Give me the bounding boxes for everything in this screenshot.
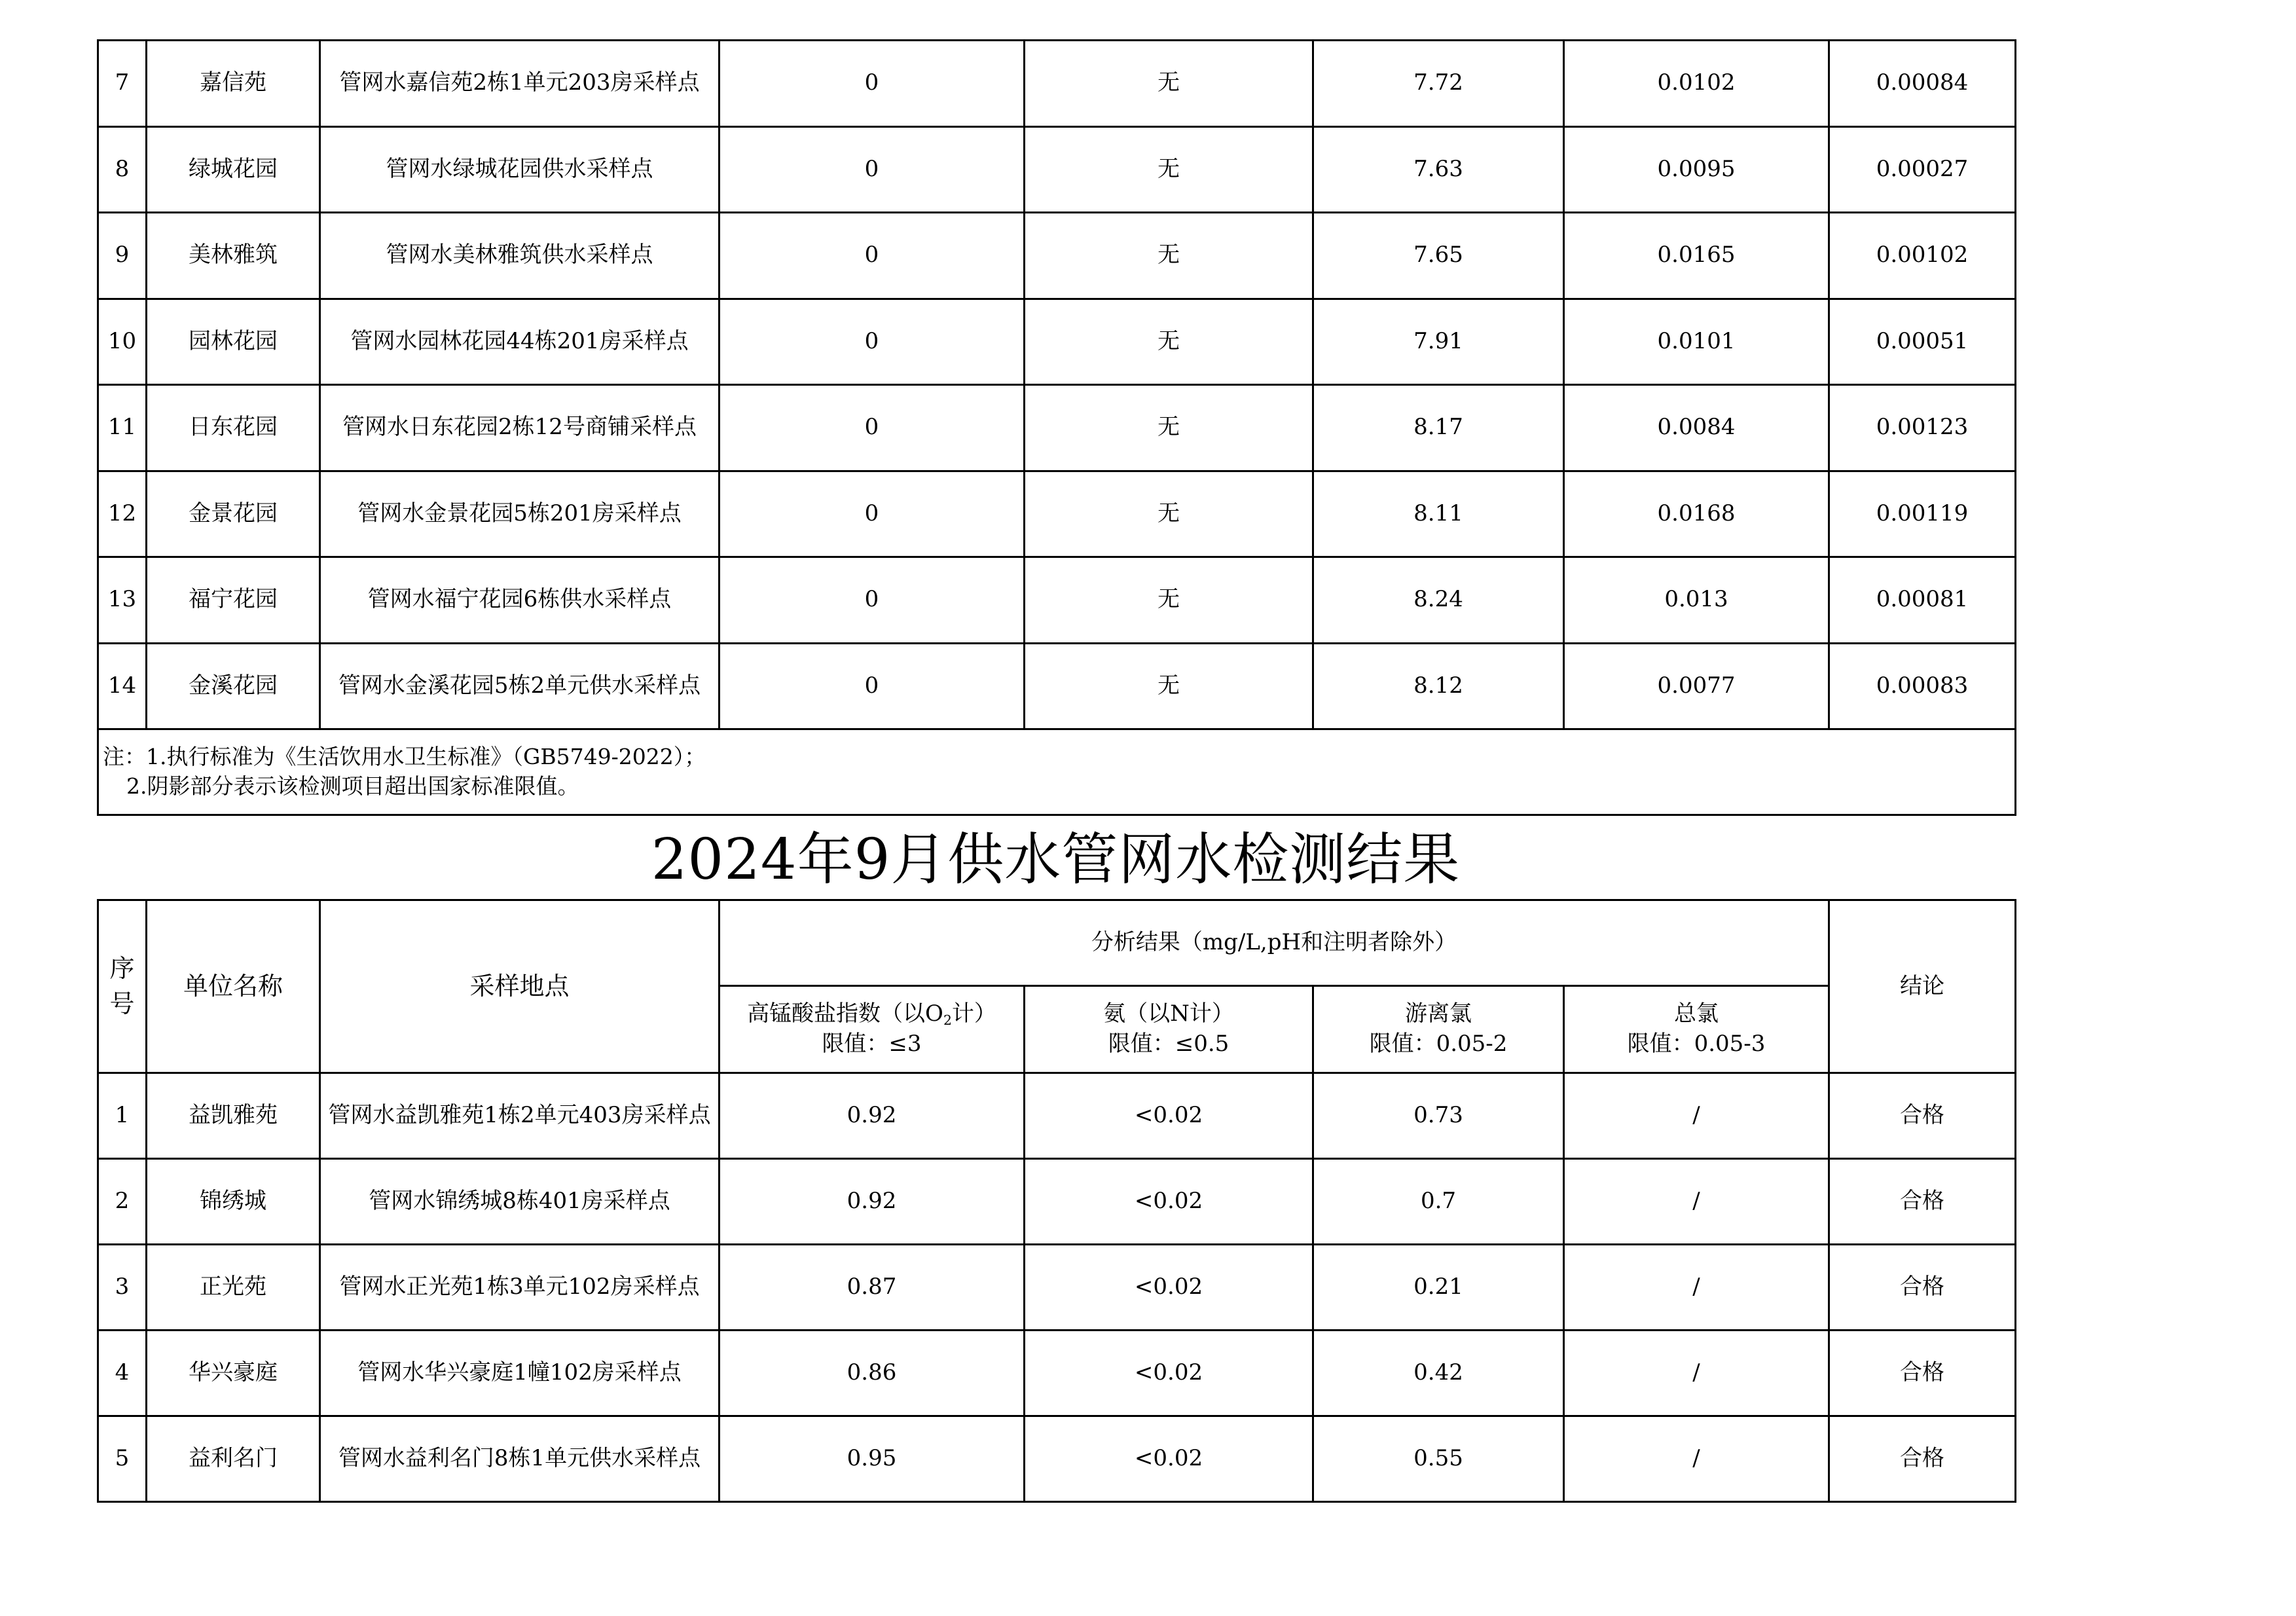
unit-name: 金景花园: [147, 471, 320, 557]
unit-name: 嘉信苑: [147, 41, 320, 127]
sampling-site: 管网水正光苑1栋3单元102房采样点: [320, 1245, 720, 1331]
sampling-site: 管网水美林雅筑供水采样点: [320, 213, 720, 299]
header-serial-char-1: 序: [109, 954, 135, 983]
value-cell: 0: [720, 643, 1025, 729]
ammonia-value: <0.02: [1025, 1159, 1313, 1245]
notes-cell: [98, 729, 2016, 815]
unit-name: 绿城花园: [147, 126, 320, 213]
value-cell: 0.00081: [1829, 557, 2016, 644]
table-row: [98, 1245, 2016, 1331]
permanganate-label: 高锰酸盐指数（以$O_2$计）: [747, 1000, 996, 1028]
sampling-site: 管网水嘉信苑2栋1单元203房采样点: [320, 41, 720, 127]
unit-name: 日东花园: [147, 385, 320, 471]
sampling-site: 管网水锦绣城8栋401房采样点: [320, 1159, 720, 1245]
previous-results-table: [97, 39, 2016, 816]
permanganate-value: 0.92: [720, 1073, 1025, 1159]
value-cell: 0: [720, 299, 1025, 385]
value-cell: 0.0165: [1564, 213, 1829, 299]
value-cell: 8.12: [1313, 643, 1564, 729]
permanganate-value: 0.95: [720, 1416, 1025, 1502]
value-cell: 7.63: [1313, 126, 1564, 213]
results-table: [97, 899, 2016, 1503]
value-cell: 0: [720, 385, 1025, 471]
free-chlorine-value: 0.73: [1313, 1073, 1564, 1159]
ammonia-value: <0.02: [1025, 1073, 1313, 1159]
value-cell: 无: [1025, 557, 1313, 644]
sampling-site: 管网水福宁花园6栋供水采样点: [320, 557, 720, 644]
total-chlorine-value: /: [1564, 1416, 1829, 1502]
ammonia-limit: 限值：≤0.5: [1108, 1031, 1230, 1057]
conclusion-value: 合格: [1829, 1073, 2016, 1159]
table-row: [98, 1073, 2016, 1159]
sampling-site: 管网水益利名门8栋1单元供水采样点: [320, 1416, 720, 1502]
table-row: [98, 643, 2016, 729]
ammonia-value: <0.02: [1025, 1331, 1313, 1416]
value-cell: 0.0102: [1564, 41, 1829, 127]
total-chlorine-value: /: [1564, 1073, 1829, 1159]
value-cell: 0: [720, 41, 1025, 127]
total-chlorine-value: /: [1564, 1159, 1829, 1245]
value-cell: 0.00119: [1829, 471, 2016, 557]
ammonia-value: <0.02: [1025, 1245, 1313, 1331]
ammonia-label: 氨（以N计）: [1103, 1001, 1234, 1027]
ammonia-value: <0.02: [1025, 1416, 1313, 1502]
page-title: 2024年9月供水管网水检测结果: [651, 827, 1461, 892]
unit-name: 金溪花园: [147, 643, 320, 729]
unit-name: 美林雅筑: [147, 213, 320, 299]
row-number: 7: [98, 41, 147, 127]
value-cell: 无: [1025, 126, 1313, 213]
row-number: 10: [98, 299, 147, 385]
sampling-site: 管网水益凯雅苑1栋2单元403房采样点: [320, 1073, 720, 1159]
note-line-1: 注：1.执行标准为《生活饮用水卫生标准》（GB5749-2022）；: [103, 744, 706, 770]
value-cell: 0.00084: [1829, 41, 2016, 127]
value-cell: 无: [1025, 41, 1313, 127]
unit-name: 正光苑: [147, 1245, 320, 1331]
free-chlorine-value: 0.7: [1313, 1159, 1564, 1245]
value-cell: 7.65: [1313, 213, 1564, 299]
total-chlorine-limit: 限值：0.05-3: [1627, 1031, 1766, 1057]
value-cell: 0.00123: [1829, 385, 2016, 471]
value-cell: 0.0168: [1564, 471, 1829, 557]
value-cell: 0.0077: [1564, 643, 1829, 729]
value-cell: 无: [1025, 385, 1313, 471]
unit-name: 锦绣城: [147, 1159, 320, 1245]
conclusion-value: 合格: [1829, 1331, 2016, 1416]
notes-row: [98, 729, 2016, 815]
value-cell: 8.17: [1313, 385, 1564, 471]
value-cell: 0.0095: [1564, 126, 1829, 213]
header-ammonia: [1025, 986, 1313, 1073]
value-cell: 0.00027: [1829, 126, 2016, 213]
value-cell: 7.72: [1313, 41, 1564, 127]
value-cell: 0.00083: [1829, 643, 2016, 729]
value-cell: 0.0084: [1564, 385, 1829, 471]
header-serial-char-2: 号: [109, 989, 135, 1018]
value-cell: 0: [720, 471, 1025, 557]
header-row-1: [98, 900, 2016, 986]
free-chlorine-value: 0.42: [1313, 1331, 1564, 1416]
header-free-chlorine: [1313, 986, 1564, 1073]
sampling-site: 管网水金景花园5栋201房采样点: [320, 471, 720, 557]
row-number: 9: [98, 213, 147, 299]
value-cell: 0.00102: [1829, 213, 2016, 299]
free-chlorine-limit: 限值：0.05-2: [1369, 1031, 1508, 1057]
unit-name: 华兴豪庭: [147, 1331, 320, 1416]
table-row: [98, 471, 2016, 557]
sampling-site: 管网水日东花园2栋12号商铺采样点: [320, 385, 720, 471]
value-cell: 8.24: [1313, 557, 1564, 644]
value-cell: 0.00051: [1829, 299, 2016, 385]
table-row: [98, 41, 2016, 127]
unit-name: 益凯雅苑: [147, 1073, 320, 1159]
table-row: [98, 213, 2016, 299]
total-chlorine-value: /: [1564, 1331, 1829, 1416]
table-row: [98, 1416, 2016, 1502]
sampling-site: 管网水华兴豪庭1幢102房采样点: [320, 1331, 720, 1416]
value-cell: 0: [720, 126, 1025, 213]
sampling-site: 管网水金溪花园5栋2单元供水采样点: [320, 643, 720, 729]
conclusion-value: 合格: [1829, 1245, 2016, 1331]
row-number: 4: [98, 1331, 147, 1416]
unit-name: 园林花园: [147, 299, 320, 385]
value-cell: 7.91: [1313, 299, 1564, 385]
value-cell: 0: [720, 557, 1025, 644]
note-line-2: 2.阴影部分表示该检测项目超出国家标准限值。: [126, 773, 579, 799]
row-number: 3: [98, 1245, 147, 1331]
row-number: 1: [98, 1073, 147, 1159]
table-row: [98, 1159, 2016, 1245]
sampling-site: 管网水园林花园44栋201房采样点: [320, 299, 720, 385]
header-total-chlorine: [1564, 986, 1829, 1073]
row-number: 2: [98, 1159, 147, 1245]
table-row: [98, 557, 2016, 644]
sampling-site: 管网水绿城花园供水采样点: [320, 126, 720, 213]
header-unit-name: 单位名称: [147, 900, 320, 1073]
row-number: 14: [98, 643, 147, 729]
header-conclusion: 结论: [1829, 900, 2016, 1073]
value-cell: 无: [1025, 299, 1313, 385]
free-chlorine-value: 0.55: [1313, 1416, 1564, 1502]
value-cell: 0: [720, 213, 1025, 299]
value-cell: 无: [1025, 213, 1313, 299]
value-cell: 无: [1025, 471, 1313, 557]
row-number: 8: [98, 126, 147, 213]
value-cell: 无: [1025, 643, 1313, 729]
unit-name: 福宁花园: [147, 557, 320, 644]
row-number: 11: [98, 385, 147, 471]
conclusion-value: 合格: [1829, 1416, 2016, 1502]
table-row: [98, 1331, 2016, 1416]
row-number: 13: [98, 557, 147, 644]
header-permanganate-index: [720, 986, 1025, 1073]
value-cell: 0.0101: [1564, 299, 1829, 385]
table-row: [98, 385, 2016, 471]
unit-name: 益利名门: [147, 1416, 320, 1502]
header-sampling-site: 采样地点: [320, 900, 720, 1073]
permanganate-value: 0.86: [720, 1331, 1025, 1416]
value-cell: 0.013: [1564, 557, 1829, 644]
table-row: [98, 299, 2016, 385]
header-serial-no: [98, 900, 147, 1073]
permanganate-value: 0.92: [720, 1159, 1025, 1245]
total-chlorine-value: /: [1564, 1245, 1829, 1331]
conclusion-value: 合格: [1829, 1159, 2016, 1245]
permanganate-value: 0.87: [720, 1245, 1025, 1331]
table-row: [98, 126, 2016, 213]
row-number: 12: [98, 471, 147, 557]
header-analysis-results: 分析结果（mg/L,pH和注明者除外）: [720, 900, 1829, 986]
free-chlorine-label: 游离氯: [1405, 1001, 1472, 1027]
permanganate-limit: 限值：≤3: [822, 1031, 922, 1057]
total-chlorine-label: 总氯: [1674, 1001, 1719, 1027]
row-number: 5: [98, 1416, 147, 1502]
value-cell: 8.11: [1313, 471, 1564, 557]
free-chlorine-value: 0.21: [1313, 1245, 1564, 1331]
